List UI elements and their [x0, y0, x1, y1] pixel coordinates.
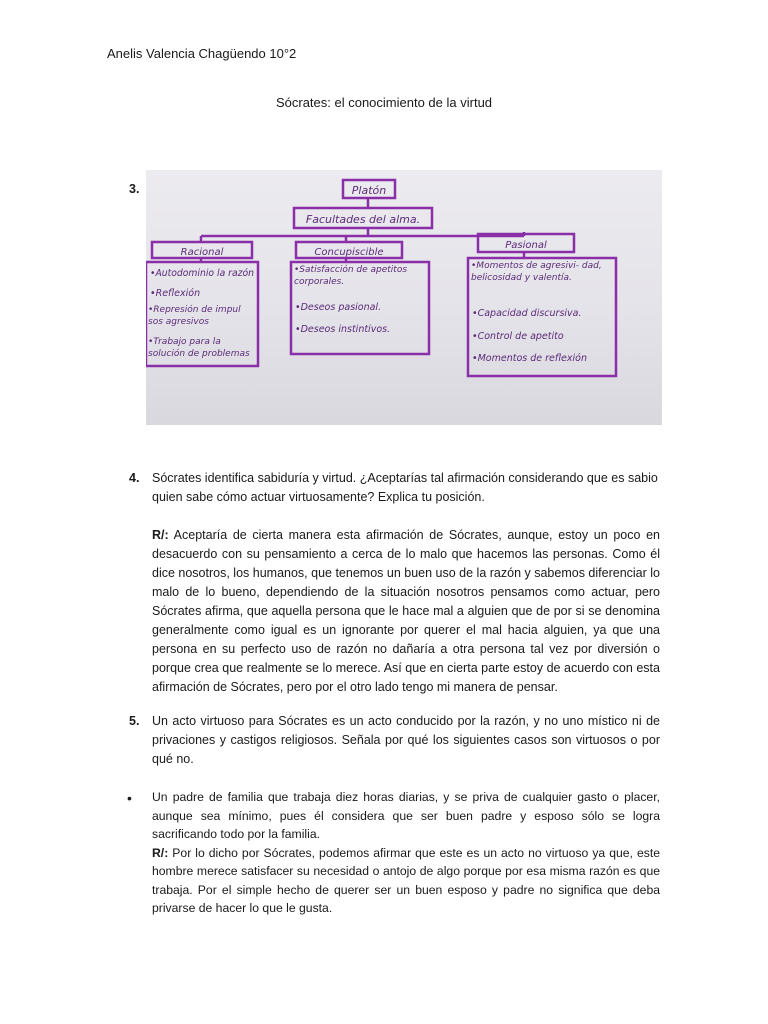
- branch-1-item: •Represión de impul sos agresivos: [148, 305, 241, 327]
- branch-3-label: Pasional: [505, 240, 547, 251]
- question-4-line: quien sabe cómo actuar virtuosamente? Explica tu posición.: [152, 490, 485, 504]
- author-line: Anelis Valencia Chagüendo 10°2: [107, 46, 297, 61]
- concept-map-diagram: [146, 170, 662, 425]
- branch-2-item: •Deseos instintivos.: [295, 324, 391, 335]
- branch-2-item: •Satisfacción de apetitos corporales.: [294, 265, 408, 287]
- diagram-photo: [146, 170, 662, 425]
- case-1-answer-text: Por lo dicho por Sócrates, podemos afirmar que este es un acto no virtuoso ya que, este hombre merece satisfacer su necesidad o antojo de algo porque por esa misma razón es que trabaja. Por el simple hecho de querer ser un buen esposo y padre no significa que deba privarse de hacer lo que le gusta.: [152, 845, 660, 915]
- question-4-line: Sócrates identifica sabiduría y virtud. ¿Aceptarías tal afirmación considerando que es sabio: [152, 471, 658, 485]
- question-4-text: [152, 469, 664, 507]
- branch-3-item: •Capacidad discursiva.: [472, 308, 582, 319]
- branch-1-item: •Reflexión: [150, 288, 201, 299]
- sub-label: Facultades del alma.: [305, 213, 421, 226]
- question-5-paragraph: Un acto virtuoso para Sócrates es un acto conducido por la razón, y no uno místico ni de privaciones y castigos religiosos. Señala por qué los siguientes casos son virtuosos o por qué no.: [152, 714, 660, 766]
- question-5-text: [152, 712, 660, 769]
- answer-4-label: R/:: [152, 528, 169, 542]
- branch-3-item: •Momentos de agresivi- dad, belicosidad y valentía.: [471, 261, 602, 283]
- branch-3-item: •Momentos de reflexión: [472, 353, 587, 364]
- branch-3-item: •Control de apetito: [472, 331, 564, 342]
- branch-1-item: •Trabajo para la solución de problemas: [148, 337, 250, 359]
- question-5-number: 5.: [129, 714, 140, 728]
- branch-2-label: Concupiscible: [314, 247, 384, 258]
- answer-4: [152, 526, 660, 697]
- answer-4-text: Aceptaría de cierta manera esta afirmación de Sócrates, aunque, estoy un poco en desacuerdo con su pensamiento a cerca de lo malo que hacemos las personas. Como él dice nosotros, los humanos, que tenemos un buen uso de la razón y sabemos diferenciar lo malo de lo bueno, dependiendo de la situación nosotros pensamos como actuar, pero Sócrates afirma, que aquella persona que le hace mal a alguien que de por si se denomina generalmente como igual es un ignorante por querer el mal hacia alguien, ya que una persona en su perfecto uso de razón no dañaría a otra persona tal vez por diversión o porque crea que realmente se lo merece. Así que en cierta parte estoy de acuerdo con esta afirmación de Sócrates, pero por el otro lado tengo mi manera de pensar.: [152, 528, 660, 694]
- root-label: Platón: [351, 184, 387, 197]
- case-1: [152, 788, 660, 918]
- case-1-text: Un padre de familia que trabaja diez horas diarias, y se priva de cualquier gasto o placer, aunque sea mínimo, pues él considera que ser buen padre y esposo sólo se logra sacrificando todo por la familia.: [152, 790, 660, 841]
- branch-1-label: Racional: [180, 247, 224, 258]
- document-title: Sócrates: el conocimiento de la virtud: [275, 95, 493, 110]
- branch-2-item: •Deseos pasional.: [295, 302, 382, 313]
- bullet-marker: •: [127, 790, 132, 806]
- case-1-answer-label: R/:: [152, 845, 169, 860]
- question-3-number: 3.: [129, 182, 140, 196]
- branch-1-item: •Autodominio la razón: [150, 268, 254, 279]
- question-4-number: 4.: [129, 471, 140, 485]
